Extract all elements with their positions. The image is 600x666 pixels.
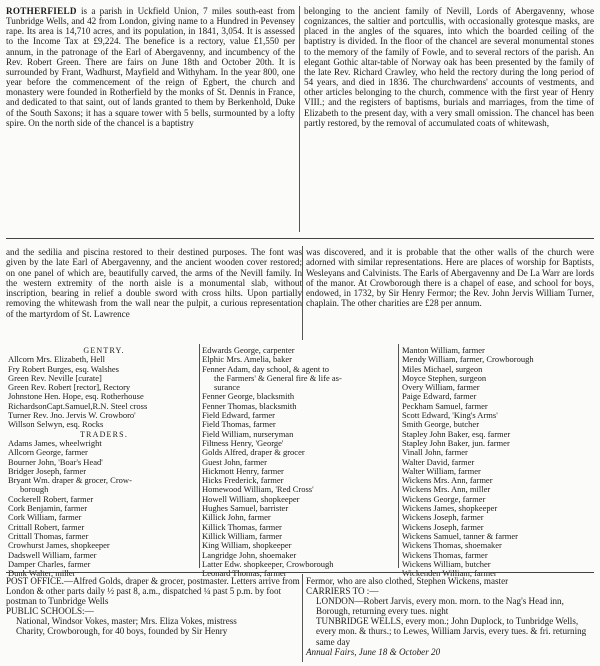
list-item-continuation: borough bbox=[20, 485, 49, 495]
list-item-continuation: the Farmers' & General fire & life as- bbox=[214, 373, 342, 383]
traders-heading: TRADERS. bbox=[79, 429, 129, 439]
description-text-left: is a parish in Uckfield Union, 7 miles south-east from Tunbridge Wells, and 42 from London, giving name to a Hundred in Pevensey rape. Its area is 14,710 acres, and its population, in 1841, 3,054. It is assessed to the Income Tax at £9,224. The benefice is a rectory, value £1,550 per annum, in the patronage of the Earl of Abergavenny, and incumbency of the Rev. Robert Green. There are fairs on June 18th and October 20th. It is surrounded by Frant, Wadhurst, Mayfield and Withyham. In the year 800, one year before the commencement of the reign of Egbert, the church and monastery were founded in Rotherfield by the monks of St. Dennis in France, and dedicated to that saint, out of lands granted to them by Berkenhold, Duke of the South Saxons; it has a square tower with 5 bells, surmounted by a lofty spire. On the north side of the chancel is a baptistry bbox=[6, 6, 295, 128]
national-school: National, Windsor Vokes, master; Mrs. Eliza Vokes, mistress bbox=[16, 616, 237, 627]
list-item: Bryant Wm. draper & grocer, Crow- bbox=[8, 476, 132, 486]
footer-left bbox=[6, 576, 300, 637]
list-item: Paige Edward, farmer bbox=[402, 392, 477, 402]
list-item: Bourner John, 'Boar's Head' bbox=[8, 457, 103, 467]
list-item: Golds Alfred, draper & grocer bbox=[202, 448, 305, 458]
list-item: Peckham Samuel, farmer bbox=[402, 401, 488, 411]
list-item: RichardsonCapt.Samuel,R.N. Steel cross bbox=[8, 401, 148, 411]
list-item-continuation: surance bbox=[214, 383, 240, 393]
continuation-right bbox=[306, 247, 594, 309]
list-item: Allcorn George, farmer bbox=[8, 448, 88, 458]
list-item: Green Rev. Neville [curate] bbox=[8, 373, 102, 383]
list-item: Stapley John Baker, esq. farmer bbox=[402, 429, 511, 439]
list-item: Wickens George, farmer bbox=[402, 494, 486, 504]
list-item: Scott Edward, 'King's Arms' bbox=[402, 411, 498, 421]
list-item: Turner Rev. Jno. Jervis W. Crowboro' bbox=[8, 411, 136, 421]
list-item: Wickens Joseph, farmer bbox=[402, 522, 484, 532]
schools-heading: PUBLIC SCHOOLS:— bbox=[6, 606, 94, 617]
list-item: Dadswell William, farmer bbox=[8, 550, 97, 560]
column-divider bbox=[398, 344, 399, 568]
directory-column-1 bbox=[8, 346, 200, 578]
parish-description-right bbox=[304, 6, 594, 128]
list-item: Green Rev. Robert [rector], Rectory bbox=[8, 383, 131, 393]
continuation-text-left: and the sedilia and piscina restored to their destined purposes. The font was given by the late Earl of Abergavenny, and the ancient wooden cover restored; on one panel of which are, beautifully carved, the arms of the Nevill family. In the western extremity of the north aisle is a monumental slab, without inscription, bearing in relief a double sword with cross hilts. Upon partially removing the whitewash from the wall near the pulpit, a curious representation of the martyrdom of St. Lawrence bbox=[6, 247, 302, 319]
list-item: Smith George, butcher bbox=[402, 420, 480, 430]
footer-right bbox=[306, 576, 594, 657]
section-divider bbox=[6, 238, 594, 239]
list-item: Fenner Thomas, blacksmith bbox=[202, 401, 297, 411]
list-item: Moyce Stephen, surgeon bbox=[402, 373, 487, 383]
list-item: Killick William, farmer bbox=[202, 531, 282, 541]
carrier-london: LONDON—Robert Jarvis, every mon. morn. to the Nag's Head inn, Borough, returning every tues. night bbox=[316, 596, 564, 617]
list-item: Homewood William, 'Red Cross' bbox=[202, 485, 314, 495]
column-divider bbox=[302, 246, 303, 340]
list-item: Fenner Adam, day school, & agent to bbox=[202, 364, 330, 374]
post-office: POST OFFICE.—Alfred Golds, draper & grocer, postmaster. Letters arrive from London & other parts daily ½ past 8, a.m., dispatched ¼ past 5 p.m. by foot postman to Tunbridge Wells bbox=[6, 576, 300, 607]
list-item: Mendy William, farmer, Crowborough bbox=[402, 355, 534, 365]
list-item: Allcorn Mrs. Elizabeth, Hell bbox=[8, 355, 106, 365]
charity-continued: Fermor, who are also clothed, Stephen Wickens, master bbox=[306, 576, 509, 586]
list-item: King William, shopkeeper bbox=[202, 541, 292, 551]
carrier-tunbridge: TUNBRIDGE WELLS, every mon.; John Duplock, to Tunbridge Wells, every mon. & thurs.; to Lewes, William Jarvis, every tues. & fri. returning same day bbox=[316, 616, 587, 647]
parish-description-left bbox=[6, 6, 295, 128]
carriers-heading: CARRIERS TO :— bbox=[306, 586, 379, 597]
list-item: Field Thomas, farmer bbox=[202, 420, 276, 430]
list-item: Cork Benjamin, farmer bbox=[8, 504, 88, 514]
list-item: Hughes Samuel, barrister bbox=[202, 504, 289, 514]
list-item: Hickmott Henry, farmer bbox=[202, 466, 284, 476]
list-item: Wickens James, shopkeeper bbox=[402, 504, 498, 514]
list-item: Manton William, farmer bbox=[402, 346, 485, 355]
list-item: Field Edward, farmer bbox=[202, 411, 275, 421]
list-item: Crittall Thomas, farmer bbox=[8, 531, 89, 541]
list-item: Guest John, farmer bbox=[202, 457, 267, 467]
column-divider bbox=[302, 574, 303, 662]
list-item: Wickens Mrs. Ann, farmer bbox=[402, 476, 493, 486]
list-item: Wickens William, butcher bbox=[402, 559, 491, 569]
list-item: Edwards George, carpenter bbox=[202, 346, 295, 355]
list-item: Wickens Thomas, farmer bbox=[402, 550, 488, 560]
list-item: Walter William, farmer bbox=[402, 466, 481, 476]
list-item: Walter David, farmer bbox=[402, 457, 475, 467]
list-item: Hicks Frederick, farmer bbox=[202, 476, 284, 486]
list-item: Wickens Samuel, tanner & farmer bbox=[402, 531, 519, 541]
list-item: Crittall Robert, farmer bbox=[8, 522, 85, 532]
list-item: Dunk Walter, miller bbox=[8, 569, 76, 579]
list-item: Overy William, farmer bbox=[402, 383, 480, 393]
column-divider bbox=[299, 6, 300, 232]
list-item: Langridge John, shoemaker bbox=[202, 550, 297, 560]
list-item: Leonard Thomas, farmer bbox=[202, 569, 287, 579]
list-item: Fenner George, blacksmith bbox=[202, 392, 295, 402]
list-item: Stapley John Baker, jun. farmer bbox=[402, 438, 510, 448]
list-item: Cockerell Robert, farmer bbox=[8, 494, 94, 504]
list-item: Field William, nurseryman bbox=[202, 429, 294, 439]
list-item: Latter Edw. shopkeeper, Crowborough bbox=[202, 559, 334, 569]
annual-fairs: Annual Fairs, June 18 & October 20 bbox=[306, 646, 441, 657]
list-item: Crowhurst James, shopkeeper bbox=[8, 541, 110, 551]
list-item: Willson Selwyn, esq. Rocks bbox=[8, 420, 104, 430]
directory-column-3 bbox=[402, 346, 594, 578]
list-item: Howell William, shopkeeper bbox=[202, 494, 300, 504]
list-item: Cork William, farmer bbox=[8, 513, 82, 523]
list-item: Elphic Mrs. Amelia, baker bbox=[202, 355, 292, 365]
list-item: Adams James, wheelwright bbox=[8, 438, 102, 448]
description-text-right: belonging to the ancient family of Nevill, Lords of Abergavenny, whose cognizances, the saltier and portcullis, with occasionally grotesque masks, are placed in the angles of the squares, into which the boarded ceiling of the baptistry is divided. In the floor of the chancel are several monumental stones to the memory of the family of Fowle, and to several rectors of the parish. An elegant Gothic altar-table of Norway oak has been presented by the family of the late Rev. Richard Crawley, who held the rectory during the long period of 54 years, and died in 1836. The churchwardens' accounts of vestments, and other articles belonging to the church, commence with the first year of Henry VIII.; and the registers of baptisms, burials and marriages, from the time of Elizabeth to the present day, with a very small omission. The chancel has been partly restored, by the removal of accumulated coats of whitewash, bbox=[304, 6, 594, 128]
list-item: Wickens Mrs. Ann, miller bbox=[402, 485, 491, 495]
list-item: Damper Charles, farmer bbox=[8, 559, 91, 569]
list-item: Miles Michael, surgeon bbox=[402, 364, 483, 374]
place-name: ROTHERFIELD bbox=[6, 6, 77, 16]
list-item: Killick Thomas, farmer bbox=[202, 522, 282, 532]
list-item: Vinall John, farmer bbox=[402, 448, 468, 458]
section-divider bbox=[6, 572, 594, 573]
gentry-heading: GENTRY. bbox=[83, 346, 125, 355]
list-item: Johnstone Hen. Hope, esq. Rotherhouse bbox=[8, 392, 144, 402]
list-item: Wickens Joseph, farmer bbox=[402, 513, 484, 523]
continuation-left bbox=[6, 247, 302, 319]
list-item: Bridger Joseph, farmer bbox=[8, 466, 87, 476]
charity-school: Charity, Crowborough, for 40 boys, founded by Sir Henry bbox=[16, 626, 228, 637]
list-item: Wickens Thomas, shoemaker bbox=[402, 541, 502, 551]
list-item: Fry Robert Burges, esq. Walshes bbox=[8, 364, 119, 374]
list-item: Filtness Henry, 'George' bbox=[202, 438, 284, 448]
directory-column-2 bbox=[202, 346, 396, 578]
list-item: Wickenden William, farmer bbox=[402, 569, 497, 579]
continuation-text-right: was discovered, and it is probable that the other walls of the church were adorned with similar representations. Here are places of worship for Baptists, Wesleyans and Calvinists. The Earls of Abergavenny and De La Warr are lords of the manor. At Crowborough there is a chapel of ease, and school for boys, endowed, in 1732, by Sir Henry Fermor; the Rev. John Jervis William Turner, chaplain. The other charities are £28 per annum. bbox=[306, 247, 594, 309]
list-item: Killick John, farmer bbox=[202, 513, 271, 523]
